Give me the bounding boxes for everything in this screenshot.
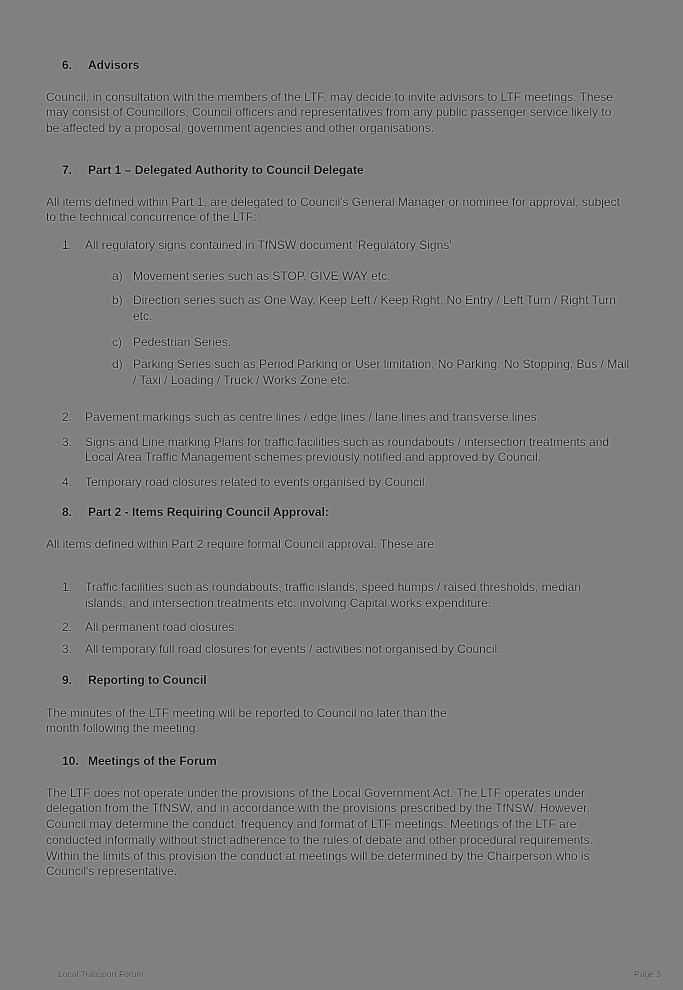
section-heading-reporting-to-council	[46, 673, 640, 689]
list-item-number: 2.	[62, 620, 73, 635]
sub-item-text: Pedestrian Series.	[133, 334, 232, 349]
sub-list-item	[46, 357, 640, 388]
list-item-number: 1.	[62, 237, 73, 252]
sub-item-letter: c)	[112, 334, 122, 349]
list-item	[46, 580, 640, 611]
paragraph-reporting: The minutes of the LTF meeting will be reported to Council no later than the month following the meeting.	[46, 705, 447, 736]
page-footer	[58, 969, 661, 979]
heading-title: Part 1 – Delegated Authority to Council Delegate	[88, 162, 364, 177]
paragraph-meetings: The LTF does not operate under the provisions of the Local Government Act. The LTF operates under delegation from the TfNSW, and in accordance with the provisions prescribed by the TfNSW. However, Council may determine the conduct, frequency and format of LTF meetings. Meetings of the LTF are conducted informally without strict adherence to the rules of debate and other procedural requirements. Within the limits of this provision the conduct at meetings will be determined by the Chairperson who is Council's representative.	[46, 785, 593, 879]
heading-title: Reporting to Council	[88, 672, 207, 687]
list-item	[46, 410, 640, 426]
sub-item-text: Direction series such as One Way, Keep Left / Keep Right, No Entry / Left Turn / Right Turn etc.	[133, 293, 616, 324]
section-heading-meetings-of-the-forum	[46, 754, 640, 770]
section-heading-advisors	[46, 58, 640, 74]
document-content	[46, 58, 640, 880]
heading-title: Meetings of the Forum	[88, 753, 217, 768]
list-item	[46, 620, 640, 636]
heading-number: 9.	[62, 672, 73, 687]
footer-document-title: Local Transport Forum	[58, 969, 144, 979]
list-item-text: Signs and Line marking Plans for traffic facilities such as roundabouts / intersection treatments and Local Area Traffic Management schemes previously notified and approved by Council.	[85, 434, 610, 465]
footer-page-number: Page 3	[634, 969, 661, 979]
section-heading-part2-council-approval	[46, 505, 640, 521]
list-item-number: 1.	[62, 580, 73, 595]
list-item-number: 3.	[62, 642, 73, 657]
section-heading-part1-delegated-authority	[46, 163, 640, 179]
list-item-text: All permanent road closures.	[85, 620, 238, 635]
list-item-number: 3.	[62, 434, 73, 449]
sub-item-letter: a)	[112, 268, 123, 283]
list-item	[46, 238, 640, 254]
heading-title: Advisors	[88, 58, 140, 72]
list-item-number: 4.	[62, 474, 73, 489]
sub-item-letter: d)	[112, 357, 123, 372]
list-item-text: All temporary full road closures for events / activities not organised by Council.	[85, 642, 501, 657]
sub-item-text: Movement series such as STOP, GIVE WAY etc.	[133, 268, 391, 283]
list-item-text: Pavement markings such as centre lines / edge lines / lane lines and transverse lines.	[85, 409, 540, 424]
list-item-text: All regulatory signs contained in TfNSW document 'Regulatory Signs'	[85, 237, 452, 252]
heading-number: 6.	[62, 58, 73, 72]
sub-list-item	[46, 335, 640, 351]
heading-number: 10.	[62, 753, 79, 768]
paragraph-advisors: Council, in consultation with the members of the LTF, may decide to invite advisors to LTF meetings. These may consist of Councillors, Council officers and representatives from any public passenger service likely to be affected by a proposal, government agencies and other organisations.	[46, 89, 613, 136]
list-item	[46, 642, 640, 658]
list-item	[46, 475, 640, 491]
sub-list-item	[46, 269, 640, 285]
list-item	[46, 435, 640, 466]
heading-title: Part 2 - Items Requiring Council Approval:	[88, 504, 329, 519]
sub-list-item	[46, 293, 640, 324]
list-item-number: 2.	[62, 409, 73, 424]
heading-number: 8.	[62, 504, 73, 519]
sub-item-text: Parking Series such as Period Parking or User limitation, No Parking, No Stopping, Bus / Mail / Taxi / Loading / Truck / Works Zone etc.	[133, 357, 630, 388]
heading-number: 7.	[62, 162, 73, 177]
sub-item-letter: b)	[112, 293, 123, 308]
list-item-text: Traffic facilities such as roundabouts, traffic islands, speed humps / raised thresholds, median islands, and intersection treatments etc. involving Capital works expenditure.	[85, 580, 582, 610]
paragraph-part2-intro: All items defined within Part 2 require formal Council approval. These are	[46, 537, 434, 552]
list-item-text: Temporary road closures related to events organised by Council.	[85, 474, 428, 489]
paragraph-part1-intro: All items defined within Part 1, are delegated to Council's General Manager or nominee for approval, subject to the technical concurrence of the LTF:	[46, 194, 620, 225]
